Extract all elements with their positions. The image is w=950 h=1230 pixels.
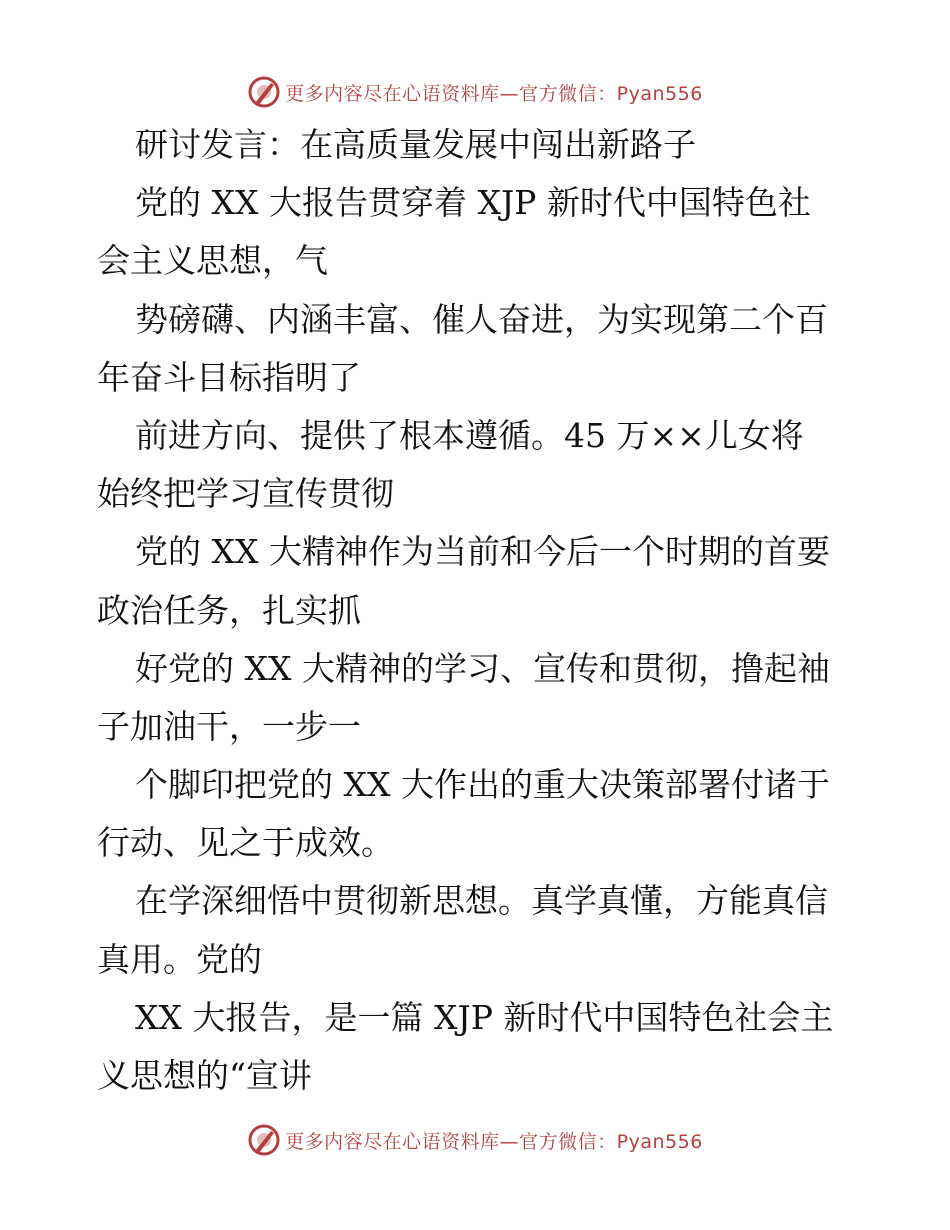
text-line: XX 大报告，是一篇 XJP 新时代中国特色社会主 [135,997,834,1037]
text-line: 党的 XX 大报告贯穿着 XJP 新时代中国特色社 [135,183,811,223]
brush-logo-icon [247,75,281,109]
text-line: 政治任务，扎实抓 [97,590,361,630]
text-line: 会主义思想，气 [97,241,328,281]
brush-logo-icon [247,1123,281,1157]
text-line: 行动、见之于成效。 [97,823,394,863]
text-line: 子加油干，一步一 [97,706,361,746]
text-line: 在学深细悟中贯彻新思想。真学真懂，方能真信 [135,881,828,921]
watermark-text: 更多内容尽在心语资料库—官方微信：Pyan556 [285,1130,703,1153]
text-line: 年奋斗目标指明了 [97,357,361,397]
text-line: 真用。党的 [97,939,262,979]
text-line: 个脚印把党的 XX 大作出的重大决策部署付诸于 [135,765,830,805]
watermark-header [0,72,950,112]
document-body [97,116,857,1105]
text-line: 研讨发言：在高质量发展中闯出新路子 [135,125,696,164]
text-line: 始终把学习宣传贯彻 [97,474,394,514]
text-line: 好党的 XX 大精神的学习、宣传和贯彻，撸起袖 [135,648,830,688]
text-line: 势磅礴、内涵丰富、催人奋进，为实现第二个百 [135,299,828,339]
text-line: 义思想的“宣讲 [97,1056,312,1095]
text-line: 党的 XX 大精神作为当前和今后一个时期的首要 [135,532,830,572]
watermark-footer [0,1120,950,1160]
text-line: 前进方向、提供了根本遵循。45 万××儿女将 [135,415,804,455]
watermark-text: 更多内容尽在心语资料库—官方微信：Pyan556 [285,82,703,105]
